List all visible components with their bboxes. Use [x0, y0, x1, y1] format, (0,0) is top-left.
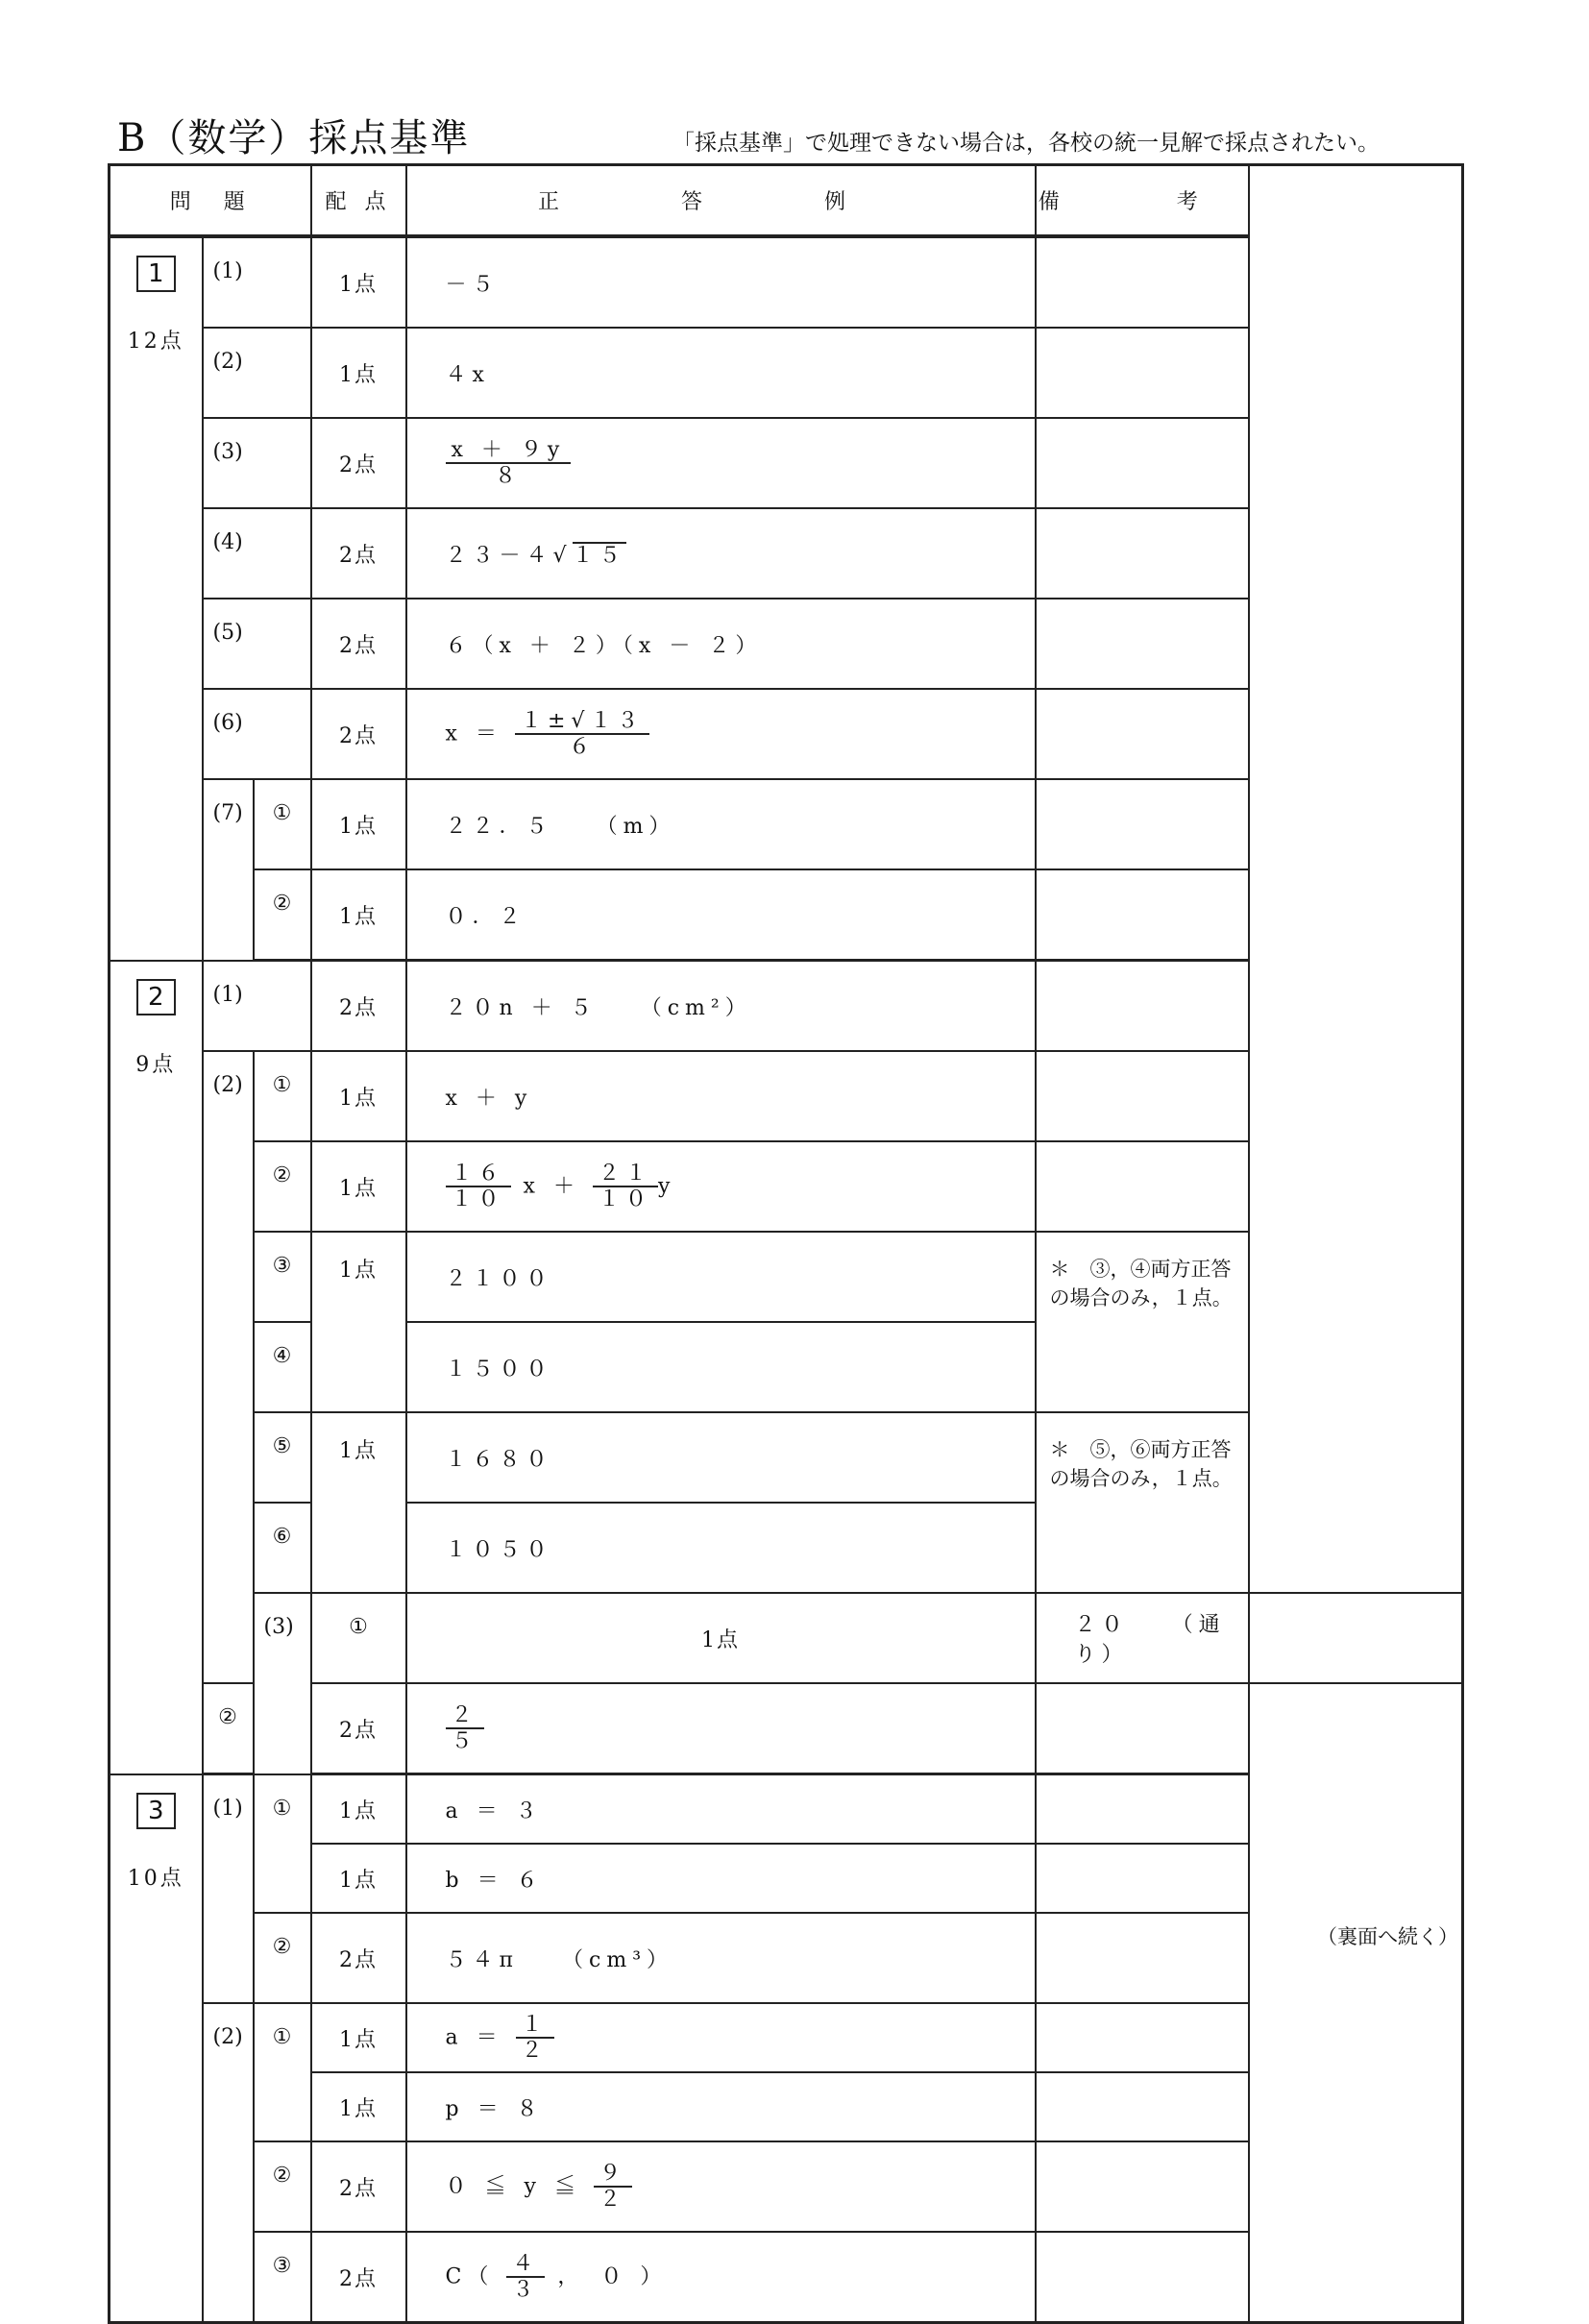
answer [406, 779, 1036, 869]
points: 2点 [311, 418, 406, 508]
answer [406, 2232, 1036, 2323]
sub-item: ② [254, 1913, 311, 2003]
remarks [1036, 869, 1249, 961]
numerator: x ＋ ９y [446, 438, 572, 464]
points: 1点 [311, 1232, 406, 1412]
remarks [1036, 2003, 1249, 2072]
table-row [110, 599, 1463, 689]
table-row [110, 328, 1463, 418]
answer [406, 961, 1036, 1052]
answer: ２１００ [406, 1232, 1036, 1322]
remarks [1036, 689, 1249, 779]
answer [1036, 1593, 1249, 1683]
table-row [110, 418, 1463, 508]
answer-text: ２３－４ [445, 543, 553, 568]
points: 1点 [311, 779, 406, 869]
sub-label: (5) [203, 599, 311, 689]
points: 2点 [311, 2232, 406, 2323]
points: 1点 [311, 2003, 406, 2072]
table-row [110, 779, 1463, 869]
answer-text: ， ０ ） [557, 2264, 668, 2288]
sub-label: (1) [203, 236, 311, 328]
points: 1点 [311, 1412, 406, 1593]
answer-text: ０ ≦ y ≦ [445, 2174, 581, 2198]
sub-label: (2) [203, 2003, 254, 2323]
answer-text: ２０ [1074, 1613, 1129, 1637]
table-row [110, 869, 1463, 961]
page-title: B（数学）採点基準 [117, 116, 471, 160]
sub-item: ② [254, 869, 311, 961]
remarks [1036, 418, 1249, 508]
answer [406, 689, 1036, 779]
question-number: 1 [136, 256, 176, 292]
answer-text: x ＝ [445, 722, 502, 746]
fraction [593, 1162, 658, 1212]
sub-label: (2) [203, 328, 311, 418]
sub-item: ① [254, 1051, 311, 1141]
points: 1点 [311, 2072, 406, 2141]
sub-label: (1) [203, 1774, 254, 2004]
header-answer: 正 答 例 [406, 165, 1036, 237]
sub-label: (3) [254, 1593, 311, 1774]
remarks [1036, 1913, 1249, 2003]
remarks [1036, 1141, 1249, 1232]
sub-item: ① [254, 779, 311, 869]
remarks [1036, 779, 1249, 869]
header-row [110, 165, 1463, 237]
points: 1点 [311, 869, 406, 961]
denominator: ２ [521, 2039, 549, 2063]
points: 2点 [311, 689, 406, 779]
table-row [110, 689, 1463, 779]
continued-note: （裏面へ続く） [1317, 1925, 1458, 1948]
denominator: ６ [569, 735, 597, 759]
sub-label: (2) [203, 1051, 254, 1683]
remarks [1249, 1593, 1462, 1683]
table-row [110, 1141, 1463, 1232]
table-row [110, 1593, 1463, 1683]
table-row [110, 1412, 1463, 1503]
sub-item: ② [203, 1683, 254, 1774]
header-remarks: 備 考 [1036, 165, 1249, 237]
numerator: ４ [506, 2252, 545, 2278]
answer: p ＝ ８ [406, 2072, 1036, 2141]
question-number: 3 [136, 1793, 176, 1829]
remarks [1036, 2232, 1249, 2323]
question-2-cell [110, 961, 203, 1774]
radicand: １５ [572, 543, 626, 568]
sub-label: (1) [203, 961, 311, 1052]
points: 1点 [311, 1844, 406, 1913]
notice-text: 「採点基準」で処理できない場合は，各校の統一見解で採点されたい。 [672, 131, 1380, 156]
sub-item: ④ [254, 1322, 311, 1412]
remarks [1036, 328, 1249, 418]
answer-text: y [657, 1174, 676, 1198]
sub-item: ② [254, 2141, 311, 2232]
remarks-note: ＊ ⑤，⑥両方正答の場合のみ，１点。 [1036, 1412, 1249, 1593]
points: 1点 [311, 1141, 406, 1232]
denominator: ５ [451, 1729, 478, 1753]
points: 1点 [311, 1774, 406, 1845]
points: 2点 [311, 2141, 406, 2232]
answer-text: x ＋ [523, 1174, 580, 1198]
header-question: 問 題 [110, 165, 311, 237]
remarks [1036, 2141, 1249, 2232]
answer [406, 1683, 1036, 1774]
points: 1点 [406, 1593, 1036, 1683]
fraction [446, 1703, 484, 1754]
table-row [110, 508, 1463, 599]
question-total: 9点 [135, 1052, 177, 1077]
sub-item: ① [254, 2003, 311, 2141]
fraction [516, 2013, 554, 2064]
answer [406, 1913, 1036, 2003]
unit: （通り） [1074, 1613, 1226, 1667]
sqrt-icon: √ [552, 543, 573, 568]
points: 1点 [311, 328, 406, 418]
answer-text: C（ [445, 2264, 495, 2288]
question-1-cell [110, 236, 203, 961]
remarks [1036, 961, 1249, 1052]
denominator: ２ [599, 2188, 626, 2212]
answer: b ＝ ６ [406, 1844, 1036, 1913]
denominator: １０ [451, 1187, 505, 1211]
answer: ６（x ＋ ２）（x － ２） [406, 599, 1036, 689]
table-row [110, 1683, 1463, 1774]
answer [406, 418, 1036, 508]
sub-label: (4) [203, 508, 311, 599]
sub-item: ③ [254, 1232, 311, 1322]
sub-item: ⑥ [254, 1503, 311, 1593]
answer [406, 2003, 1036, 2072]
fraction [515, 709, 649, 760]
table-row [110, 236, 1463, 328]
sub-item: ② [254, 1141, 311, 1232]
sub-label: (6) [203, 689, 311, 779]
points: 1点 [311, 1051, 406, 1141]
remarks [1036, 1051, 1249, 1141]
fraction [594, 2162, 632, 2213]
question-number: 2 [136, 979, 176, 1015]
answer [406, 1141, 1036, 1232]
answer: １６８０ [406, 1412, 1036, 1503]
table-row [110, 2003, 1463, 2072]
numerator: １±√１３ [515, 709, 649, 735]
answer-text: ２０n ＋ ５ [445, 995, 598, 1020]
fraction [446, 1162, 511, 1212]
answer-text: a ＝ [445, 2025, 503, 2049]
sub-label: (7) [203, 779, 254, 961]
fraction [506, 2252, 545, 2303]
remarks [1036, 236, 1249, 328]
points: 2点 [311, 508, 406, 599]
remarks [1036, 1774, 1249, 1845]
table-row [110, 1051, 1463, 1141]
table-row [110, 1774, 1463, 1845]
table-row [110, 1913, 1463, 2003]
answer: １５００ [406, 1322, 1036, 1412]
sub-item: ① [254, 1774, 311, 1914]
numerator: ２ [446, 1703, 484, 1729]
numerator: １６ [446, 1162, 511, 1187]
answer: １０５０ [406, 1503, 1036, 1593]
points: 2点 [311, 1913, 406, 2003]
header-points: 配 点 [311, 165, 406, 237]
remarks [1036, 2072, 1249, 2141]
question-total: 10点 [127, 1866, 184, 1891]
denominator: １０ [598, 1187, 652, 1211]
sub-label: (3) [203, 418, 311, 508]
table-row [110, 2232, 1463, 2323]
unit: （m） [606, 814, 676, 839]
answer: －５ [406, 236, 1036, 328]
unit: （cm³） [573, 1947, 674, 1972]
answer: x ＋ y [406, 1051, 1036, 1141]
table-row [110, 1232, 1463, 1322]
remarks [1036, 1683, 1249, 1774]
points: 1点 [311, 236, 406, 328]
points: 2点 [311, 599, 406, 689]
sub-item: ① [311, 1593, 406, 1683]
answer: ４x [406, 328, 1036, 418]
table-row [110, 2072, 1463, 2141]
fraction [446, 438, 572, 489]
answer [406, 2141, 1036, 2232]
sub-item: ⑤ [254, 1412, 311, 1503]
remarks [1036, 508, 1249, 599]
scoring-table [108, 163, 1464, 2324]
points: 2点 [311, 1683, 406, 1774]
numerator: １ [516, 2013, 554, 2039]
denominator: ３ [512, 2278, 540, 2302]
numerator: ９ [594, 2162, 632, 2188]
sub-item: ③ [254, 2232, 311, 2323]
question-total: 12点 [127, 330, 184, 354]
table-row [110, 2141, 1463, 2232]
numerator: ２１ [593, 1162, 658, 1187]
question-3-cell [110, 1774, 203, 2323]
denominator: ８ [494, 464, 522, 488]
answer: a ＝ ３ [406, 1774, 1036, 1845]
answer [406, 508, 1036, 599]
remarks [1036, 599, 1249, 689]
points: 2点 [311, 961, 406, 1052]
unit: （cm²） [650, 995, 752, 1020]
answer-text: ５４π [445, 1947, 519, 1972]
remarks [1036, 1844, 1249, 1913]
answer-text: ２２．５ [445, 814, 553, 839]
remarks-note: ＊ ③，④両方正答の場合のみ，１点。 [1036, 1232, 1249, 1412]
table-row [110, 961, 1463, 1052]
answer: ０．２ [406, 869, 1036, 961]
table-row [110, 1844, 1463, 1913]
